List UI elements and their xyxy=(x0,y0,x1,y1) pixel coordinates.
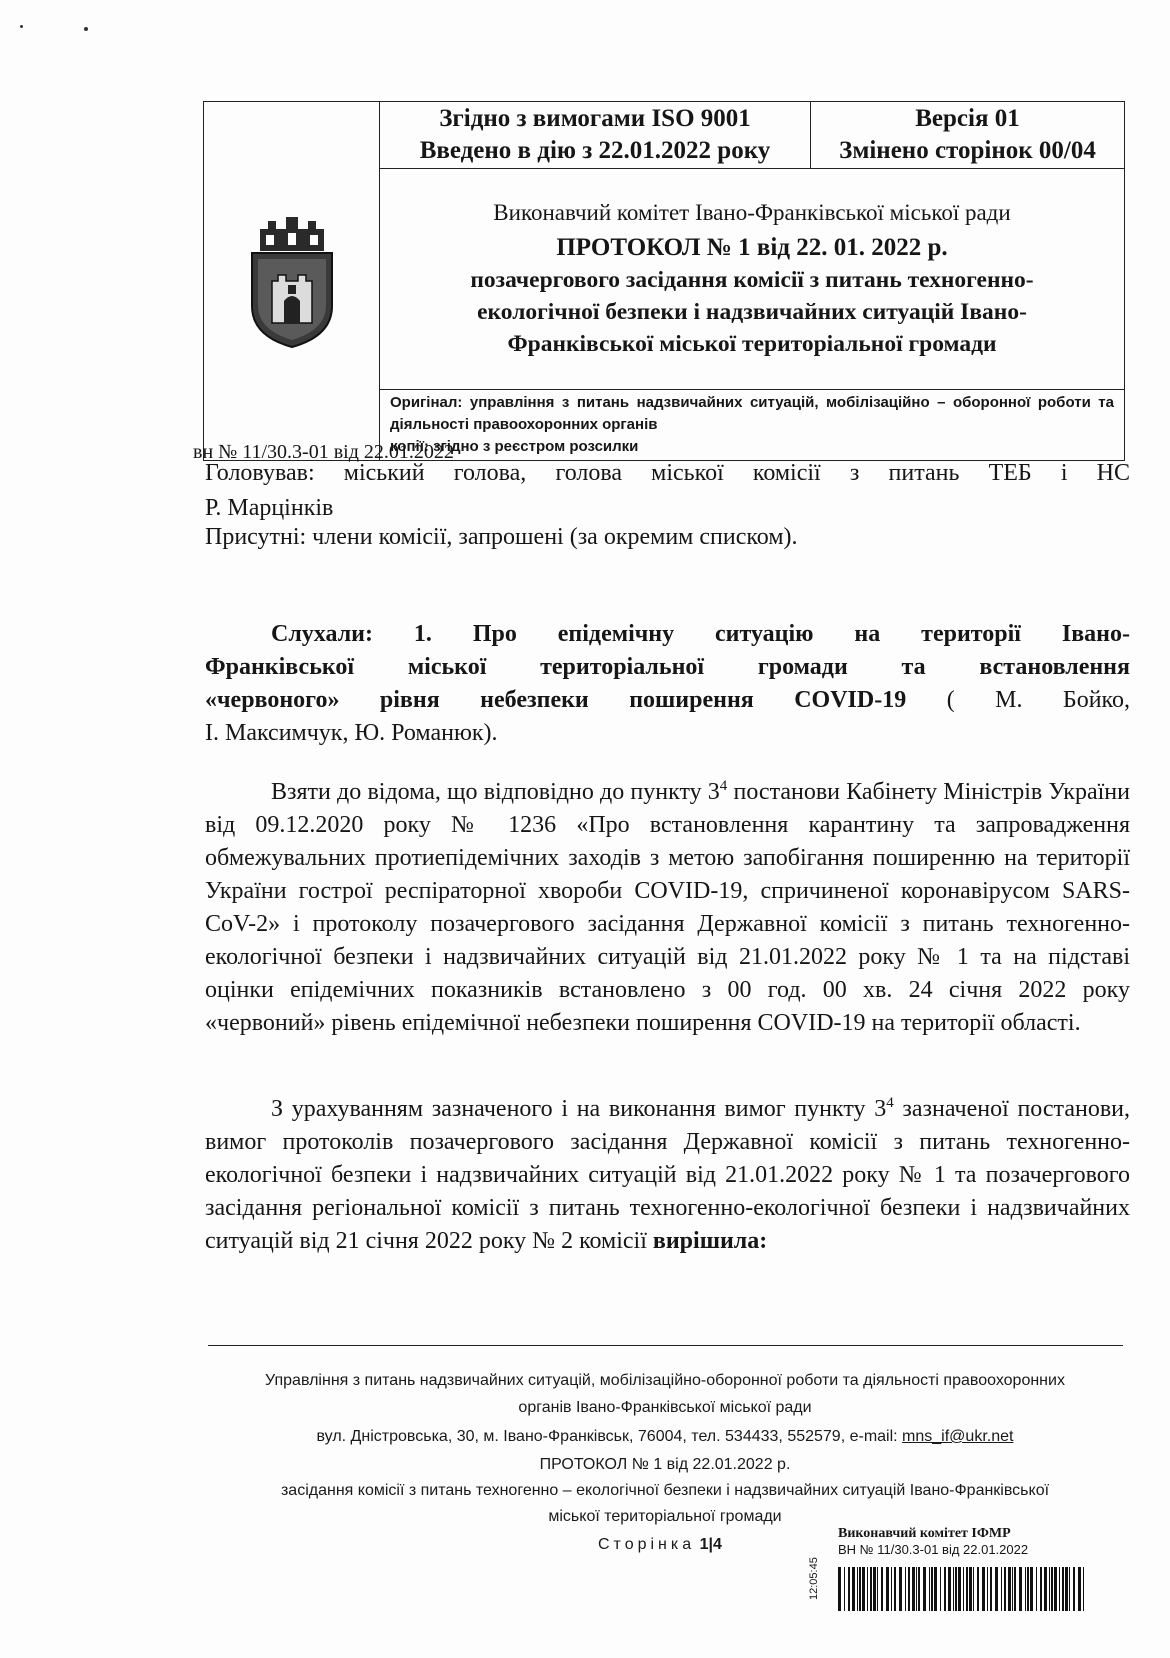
paragraph-text: Взяти до відома, що відповідно до пункту 3 xyxy=(271,779,720,805)
paragraph-take-note xyxy=(205,776,1130,1040)
copies-note: копії: згідно з реєстром розсилки xyxy=(390,438,639,455)
footer-department: Управління з питань надзвичайних ситуацій, мобілізаційно-оборонної роботи та діяльності правоохоронних xyxy=(265,1372,1065,1389)
superscript: 4 xyxy=(886,1095,894,1111)
registration-stamp xyxy=(838,1526,1093,1558)
barcode-icon xyxy=(838,1567,1088,1611)
paragraph-text: зазначеної постанови, вимог протоколів позачергового засідання Державної комісії з питань техногенно-екологічної безпеки і надзвичайних ситуацій від 21.01.2022 року № 1 та позачергового засідання регіональної комісії з питань техногенно-екологічної безпеки і надзвичайних ситуацій від 21 січня 2022 року № 2 комісії xyxy=(205,1096,1131,1254)
heard-text: Про епідемічну ситуацію на території Івано- xyxy=(431,621,1130,647)
paragraph-text: З урахуванням зазначеного і на виконання вимог пункту 3 xyxy=(271,1096,887,1122)
heard-speakers: ( М. Бойко, xyxy=(906,687,1130,713)
page-label: Сторінка xyxy=(598,1536,696,1553)
document-header-table xyxy=(203,101,1125,461)
footer-email-link[interactable]: mns_if@ukr.net xyxy=(902,1428,1014,1445)
heard-line-1 xyxy=(205,618,1130,651)
paragraph-text: постанови Кабінету Міністрів України від 09.12.2020 року № 1236 «Про встановлення карантину та запровадження обмежувальних протиепідемічних заходів з метою запобігання поширенню на території України гострої респіраторної хвороби COVID-19, спричиненої коронавірусом SARS-CoV-2» і протоколу позачергового засідання Державної комісії з питань техногенно-екологічної безпеки і надзвичайних ситуацій від 21.01.2022 року № 1 та на підставі оцінки епідемічних показників встановлено з 00 год. 00 хв. 24 січня 2022 року «червоний» рівень епідемічної небезпеки поширення COVID-19 на території області. xyxy=(205,779,1130,1036)
heard-label: Слухали: 1. xyxy=(271,621,432,647)
scan-speck xyxy=(20,25,23,28)
scan-speck xyxy=(84,27,88,31)
protocol-subtitle-line: екологічної безпеки і надзвичайних ситуацій Івано- xyxy=(477,299,1027,325)
protocol-subtitle-line: позачергового засідання комісії з питань техногенно- xyxy=(470,267,1034,293)
footer-community: міської територіальної громади xyxy=(548,1508,782,1525)
page-indicator xyxy=(598,1533,798,1557)
footer-department-cont: органів Івано-Франківської міської ради xyxy=(518,1399,812,1416)
iso-requirement: Згідно з вимогами ISO 9001 xyxy=(439,105,751,132)
footer-address-text: вул. Дністровська, 30, м. Івано-Франківськ, 76004, тел. 534433, 552579, e-mail: xyxy=(316,1428,903,1445)
version-label: Версія 01 xyxy=(915,105,1020,132)
stamp-title: Виконавчий комітет ІФМР xyxy=(838,1526,1011,1541)
stamp-number: ВН № 11/30.3-01 від 22.01.2022 xyxy=(838,1542,1029,1557)
decided-word: вирішила xyxy=(652,1228,760,1254)
protocol-title-cell xyxy=(380,169,1125,390)
protocol-title: ПРОТОКОЛ № 1 від 22. 01. 2022 р. xyxy=(556,234,948,261)
chaired-by-line: Головував: міський голова, голова міської комісії з питань ТЕБ і НС xyxy=(205,460,1130,486)
footer-address xyxy=(200,1425,1130,1449)
colon: : xyxy=(759,1228,768,1254)
committee-name: Виконавчий комітет Івано-Франківської міської ради xyxy=(493,200,1011,225)
original-holder-cont: діяльності правоохоронних органів xyxy=(390,416,658,433)
version-cell xyxy=(811,102,1125,169)
iso-cell xyxy=(380,102,811,169)
city-coat-of-arms-icon xyxy=(242,211,342,351)
logo-cell xyxy=(204,102,380,461)
heard-line-4: І. Максимчук, Ю. Романюк). xyxy=(205,720,498,746)
effective-date: Введено в дію з 22.01.2022 року xyxy=(419,137,771,164)
pages-changed: Змінено сторінок 00/04 xyxy=(839,137,1096,164)
page-number: 1|4 xyxy=(699,1536,722,1553)
heard-text: «червоного» рівня небезпеки поширення COVID-19 xyxy=(205,687,907,713)
protocol-subtitle-line: Франківської міської територіальної громади xyxy=(507,331,997,357)
heard-line-3 xyxy=(205,684,1130,717)
heard-line-2: Франківської міської територіальної громади та встановлення xyxy=(205,654,1130,680)
footer-divider xyxy=(208,1345,1123,1346)
present-line: Присутні: члени комісії, запрошені (за окремим списком). xyxy=(205,524,798,550)
superscript: 4 xyxy=(719,778,728,794)
footer-protocol: ПРОТОКОЛ № 1 від 22.01.2022 р. xyxy=(539,1456,791,1473)
stamp-time: 12:05:45 xyxy=(808,1557,820,1600)
registration-number: вн № 11/30.3-01 від 22.01.2022 xyxy=(193,441,454,463)
paragraph-decision xyxy=(205,1093,1130,1258)
footer-session: засідання комісії з питань техногенно – екологічної безпеки і надзвичайних ситуацій Івано-Франківської xyxy=(280,1482,1050,1499)
chaired-by-name: Р. Марцінків xyxy=(205,495,334,521)
distribution-cell xyxy=(380,390,1125,461)
original-holder: Оригінал: управління з питань надзвичайних ситуацій, мобілізаційно – оборонної роботи та xyxy=(390,394,1114,411)
